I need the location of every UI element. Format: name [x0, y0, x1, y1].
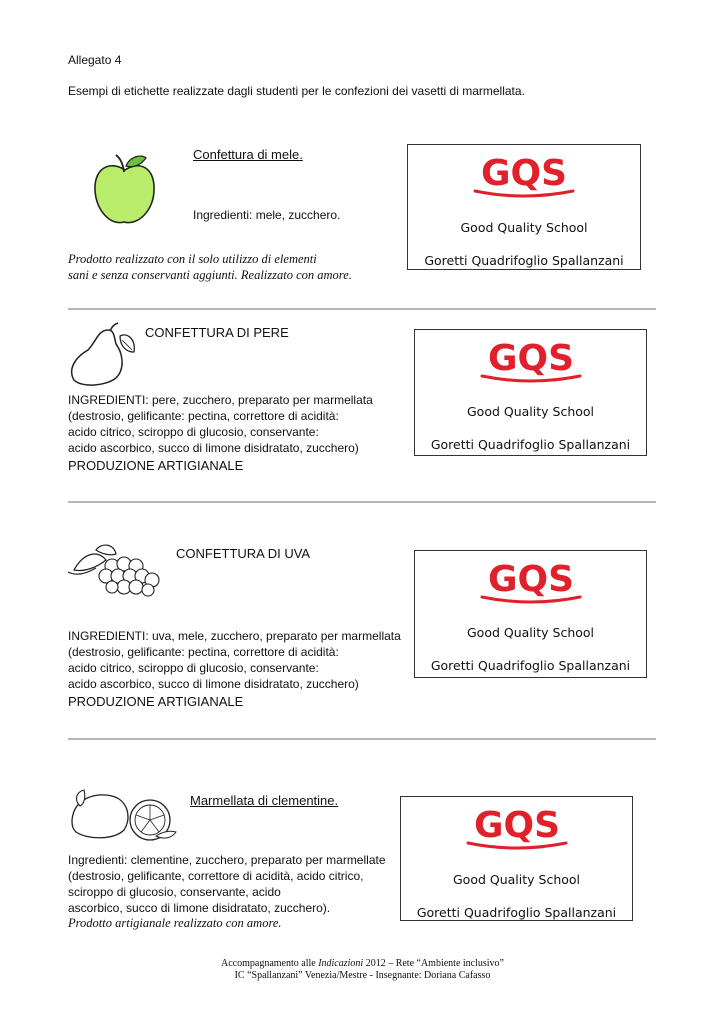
ingredients-text: INGREDIENTI: uva, mele, zucchero, preparato per marmellata (destrosio, gelificante: pectina, correttore di acidità: acido citrico, sciroppo di glucosio, conservante: acido ascorbico, succo di limone disidratato, zucchero) — [68, 629, 401, 691]
brand-tagline: Good Quality School — [466, 625, 595, 640]
brand-schools: Goretti Quadrifoglio Spallanzani — [416, 905, 617, 920]
svg-text:GQS: GQS — [473, 805, 560, 846]
svg-text:GQS: GQS — [487, 338, 574, 379]
gqs-logo-icon — [469, 149, 579, 199]
section-divider — [68, 308, 656, 310]
footer-line-2: IC “Spallanzani” Venezia/Mestre - Insegnante: Doriana Cafasso — [234, 970, 491, 981]
label-title: CONFETTURA DI PERE — [145, 325, 289, 340]
brand-tagline: Good Quality School — [452, 872, 581, 887]
gqs-logo-icon — [476, 555, 586, 605]
gqs-label-box — [407, 144, 641, 270]
gqs-label-box — [414, 550, 647, 678]
label-note: Prodotto realizzato con il solo utilizzo di elementi sani e senza conservanti aggiunti. Realizzato con amore. — [68, 252, 352, 282]
label-title: Confettura di mele. — [193, 147, 303, 162]
footer-line-1: Accompagnamento alle Indicazioni 2012 – Rete “Ambiente inclusivo” — [221, 958, 504, 969]
brand-tagline: Good Quality School — [460, 220, 588, 235]
pear-icon — [66, 322, 138, 388]
gqs-label-box — [414, 329, 647, 456]
production-note: PRODUZIONE ARTIGIANALE — [68, 694, 244, 709]
clementine-icon — [66, 784, 178, 842]
grapes-icon — [66, 542, 166, 600]
brand-schools: Goretti Quadrifoglio Spallanzani — [430, 658, 631, 673]
gqs-label-box — [400, 796, 633, 921]
brand-schools: Goretti Quadrifoglio Spallanzani — [430, 437, 631, 452]
production-note: PRODUZIONE ARTIGIANALE — [68, 458, 244, 473]
label-title: Marmellata di clementine. — [190, 793, 339, 808]
label-note: Prodotto artigianale realizzato con amore. — [68, 916, 282, 930]
ingredients-text: Ingredienti: clementine, zucchero, preparato per marmellate (destrosio, gelificante, correttore di acidità, acido citrico, sciroppo di glucosio, conservante, acido ascorbico, succo di limone disidratato, zucchero). — [68, 853, 386, 915]
svg-text:GQS: GQS — [480, 153, 568, 194]
attachment-number: Allegato 4 — [68, 53, 122, 67]
gqs-logo-icon — [462, 801, 572, 851]
apple-icon — [90, 152, 160, 228]
ingredients-text: INGREDIENTI: pere, zucchero, preparato per marmellata (destrosio, gelificante: pectina, correttore di acidità: acido citrico, sciroppo di glucosio, conservante: acido ascorbico, succo di limone disidratato, zucchero) — [68, 393, 373, 455]
label-title: CONFETTURA DI UVA — [176, 546, 311, 561]
gqs-logo-icon — [476, 334, 586, 384]
brand-schools: Goretti Quadrifoglio Spallanzani — [424, 253, 624, 268]
brand-tagline: Good Quality School — [466, 404, 595, 419]
section-divider — [68, 738, 656, 740]
ingredients-text: Ingredienti: mele, zucchero. — [193, 208, 341, 222]
intro-text: Esempi di etichette realizzate dagli studenti per le confezioni dei vasetti di marmellata. — [68, 84, 525, 98]
section-divider — [68, 501, 656, 503]
svg-text:GQS: GQS — [487, 559, 574, 600]
